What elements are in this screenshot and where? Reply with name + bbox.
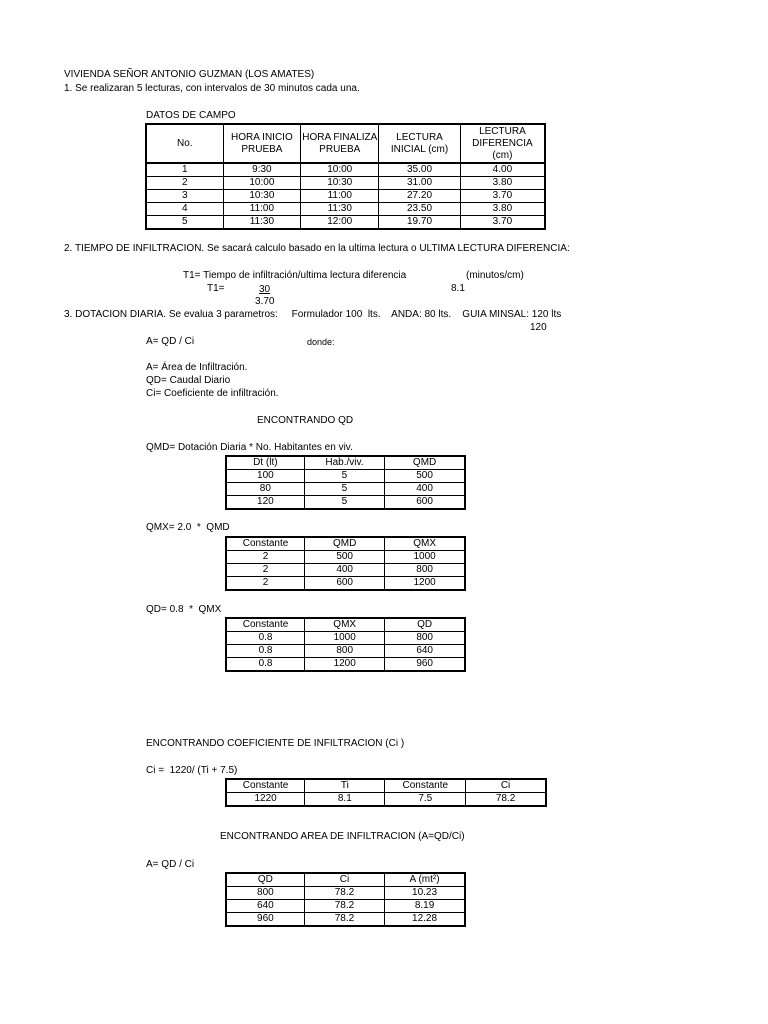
table-cell: 11:00 — [223, 203, 301, 216]
table-cell: 80 — [226, 483, 304, 496]
table-cell: 5 — [304, 470, 384, 483]
table-cell: 2 — [146, 177, 223, 190]
table-cell: 0.8 — [226, 645, 305, 658]
table-row — [226, 900, 465, 913]
table-cell: 1220 — [226, 793, 305, 807]
table-cell: 4 — [146, 203, 223, 216]
table-header-row — [226, 779, 546, 793]
table-cell: 100 — [226, 470, 304, 483]
table-row — [146, 177, 545, 190]
table-cell: 500 — [305, 551, 385, 564]
table-cell: 500 — [385, 470, 465, 483]
qd-table — [225, 617, 466, 672]
def-area: A= Área de Infiltración. — [146, 362, 248, 373]
table-cell: 35.00 — [379, 163, 461, 177]
table-cell: 1000 — [305, 632, 385, 645]
table-cell: 12:00 — [301, 216, 379, 230]
table-header-cell: Constante — [226, 537, 305, 551]
table-cell: 1200 — [305, 658, 385, 672]
campo-header-finaliza: HORA FINALIZA PRUEBA — [301, 124, 379, 163]
table-cell: 11:30 — [301, 203, 379, 216]
qmd-formula: QMD= Dotación Diaria * No. Habitantes en viv. — [146, 442, 353, 453]
intro-line: 1. Se realizaran 5 lecturas, con intervalos de 30 minutos cada una. — [64, 83, 360, 94]
table-header-cell: Constante — [226, 779, 305, 793]
table-cell: 2 — [226, 564, 305, 577]
table-cell: 3.70 — [460, 216, 545, 230]
table-cell: 78.2 — [466, 793, 546, 807]
table-cell: 2 — [226, 551, 305, 564]
area-heading: ENCONTRANDO AREA DE INFILTRACION (A=QD/Ci) — [220, 831, 465, 842]
table-cell: 10:30 — [301, 177, 379, 190]
table-row — [226, 470, 465, 483]
qmd-table — [225, 455, 466, 510]
table-cell: 19.70 — [379, 216, 461, 230]
t1-numerator: 30 — [259, 284, 271, 295]
table-cell: 1200 — [385, 577, 465, 591]
tiempo-formula: T1= Tiempo de infiltración/ultima lectura diferencia — [183, 270, 407, 281]
campo-table — [145, 123, 546, 230]
table-header-cell: Hab./viv. — [304, 456, 384, 470]
table-cell: 400 — [385, 483, 465, 496]
table-cell: 27.20 — [379, 190, 461, 203]
table-cell: 5 — [146, 216, 223, 230]
table-cell: 800 — [385, 564, 465, 577]
dotacion-heading: 3. DOTACION DIARIA. Se evalua 3 parametros: Formulador 100 lts. ANDA: 80 lts. GUIA MINSAL: 120 lts — [64, 309, 562, 320]
table-cell: 2 — [226, 577, 305, 591]
table-row — [226, 632, 465, 645]
table-cell: 7.5 — [385, 793, 466, 807]
table-cell: 1 — [146, 163, 223, 177]
table-header-cell: QMD — [385, 456, 465, 470]
table-header-cell: QMX — [385, 537, 465, 551]
table-header-cell: Ci — [304, 873, 384, 887]
table-cell: 3.80 — [460, 203, 545, 216]
table-cell: 600 — [305, 577, 385, 591]
table-header-cell: QMX — [305, 618, 385, 632]
table-cell: 78.2 — [304, 887, 384, 900]
table-cell: 5 — [304, 483, 384, 496]
table-header-row — [226, 618, 465, 632]
campo-header-inicial: LECTURA INICIAL (cm) — [379, 124, 461, 163]
campo-header-diferencia: LECTURA DIFERENCIA (cm) — [460, 124, 545, 163]
table-cell: 4.00 — [460, 163, 545, 177]
table-row — [226, 564, 465, 577]
table-header-cell: Ti — [305, 779, 385, 793]
table-cell: 78.2 — [304, 913, 384, 927]
table-row — [226, 551, 465, 564]
table-header-cell: Constante — [385, 779, 466, 793]
table-row — [226, 887, 465, 900]
table-cell: 0.8 — [226, 658, 305, 672]
campo-header-inicio: HORA INICIO PRUEBA — [223, 124, 301, 163]
table-cell: 600 — [385, 496, 465, 510]
table-row — [146, 163, 545, 177]
table-cell: 960 — [226, 913, 304, 927]
t1-result: 8.1 — [451, 283, 465, 294]
table-cell: 800 — [385, 632, 465, 645]
table-row — [226, 913, 465, 927]
ci-formula: Ci = 1220/ (Ti + 7.5) — [146, 765, 238, 776]
table-cell: 3 — [146, 190, 223, 203]
donde-label: donde: — [307, 337, 335, 347]
table-cell: 1000 — [385, 551, 465, 564]
table-header-cell: QD — [385, 618, 465, 632]
table-cell: 11:00 — [301, 190, 379, 203]
area-formula: A= QD / Ci — [146, 336, 195, 347]
table-cell: 78.2 — [304, 900, 384, 913]
def-coeficiente: Ci= Coeficiente de infiltración. — [146, 388, 279, 399]
table-row — [226, 658, 465, 672]
table-cell: 31.00 — [379, 177, 461, 190]
table-row — [146, 190, 545, 203]
table-cell: 3.70 — [460, 190, 545, 203]
table-header-row — [226, 873, 465, 887]
table-cell: 800 — [305, 645, 385, 658]
campo-header-no: No. — [146, 124, 223, 163]
qd-formula: QD= 0.8 * QMX — [146, 604, 222, 615]
table-row — [226, 645, 465, 658]
table-cell: 400 — [305, 564, 385, 577]
area-table — [225, 872, 466, 927]
area-formula-2: A= QD / Ci — [146, 859, 195, 870]
table-row — [146, 216, 545, 230]
table-cell: 10:00 — [223, 177, 301, 190]
table-header-cell: Dt (lt) — [226, 456, 304, 470]
table-cell: 5 — [304, 496, 384, 510]
t1-denominator: 3.70 — [255, 296, 275, 307]
table-row — [226, 577, 465, 591]
table-cell: 8.19 — [385, 900, 465, 913]
table-cell: 9:30 — [223, 163, 301, 177]
table-cell: 960 — [385, 658, 465, 672]
table-row — [226, 496, 465, 510]
table-cell: 10:30 — [223, 190, 301, 203]
ci-table — [225, 778, 547, 807]
dotacion-value: 120 — [530, 322, 547, 333]
tiempo-heading: 2. TIEMPO DE INFILTRACION. Se sacará calculo basado en la ultima lectura o ULTIMA LECTURA DIFERENCIA: — [64, 243, 570, 254]
table-cell: 12.28 — [385, 913, 465, 927]
t1-label: T1= — [207, 283, 225, 294]
table-row — [146, 203, 545, 216]
table-header-cell: Constante — [226, 618, 305, 632]
qmx-formula: QMX= 2.0 * QMD — [146, 522, 230, 533]
ci-heading: ENCONTRANDO COEFICIENTE DE INFILTRACION (Ci ) — [146, 738, 405, 749]
table-cell: 800 — [226, 887, 304, 900]
table-header-cell: QD — [226, 873, 304, 887]
qd-heading: ENCONTRANDO QD — [257, 415, 354, 426]
table-cell: 120 — [226, 496, 304, 510]
table-cell: 8.1 — [305, 793, 385, 807]
table-row — [226, 793, 546, 807]
table-header-row — [226, 537, 465, 551]
tiempo-units: (minutos/cm) — [466, 270, 524, 281]
table-cell: 11:30 — [223, 216, 301, 230]
table-header-cell: A (mt²) — [385, 873, 465, 887]
table-cell: 3.80 — [460, 177, 545, 190]
table-row — [226, 483, 465, 496]
qmx-table — [225, 536, 466, 591]
table-header-row — [226, 456, 465, 470]
table-cell: 640 — [226, 900, 304, 913]
table-header-cell: Ci — [466, 779, 546, 793]
table-cell: 0.8 — [226, 632, 305, 645]
table-cell: 10:00 — [301, 163, 379, 177]
campo-title: DATOS DE CAMPO — [146, 110, 236, 121]
table-cell: 640 — [385, 645, 465, 658]
def-caudal: QD= Caudal Diario — [146, 375, 231, 386]
table-cell: 10.23 — [385, 887, 465, 900]
document-title: VIVIENDA SEÑOR ANTONIO GUZMAN (LOS AMATES) — [64, 69, 315, 80]
table-cell: 23.50 — [379, 203, 461, 216]
table-header-cell: QMD — [305, 537, 385, 551]
